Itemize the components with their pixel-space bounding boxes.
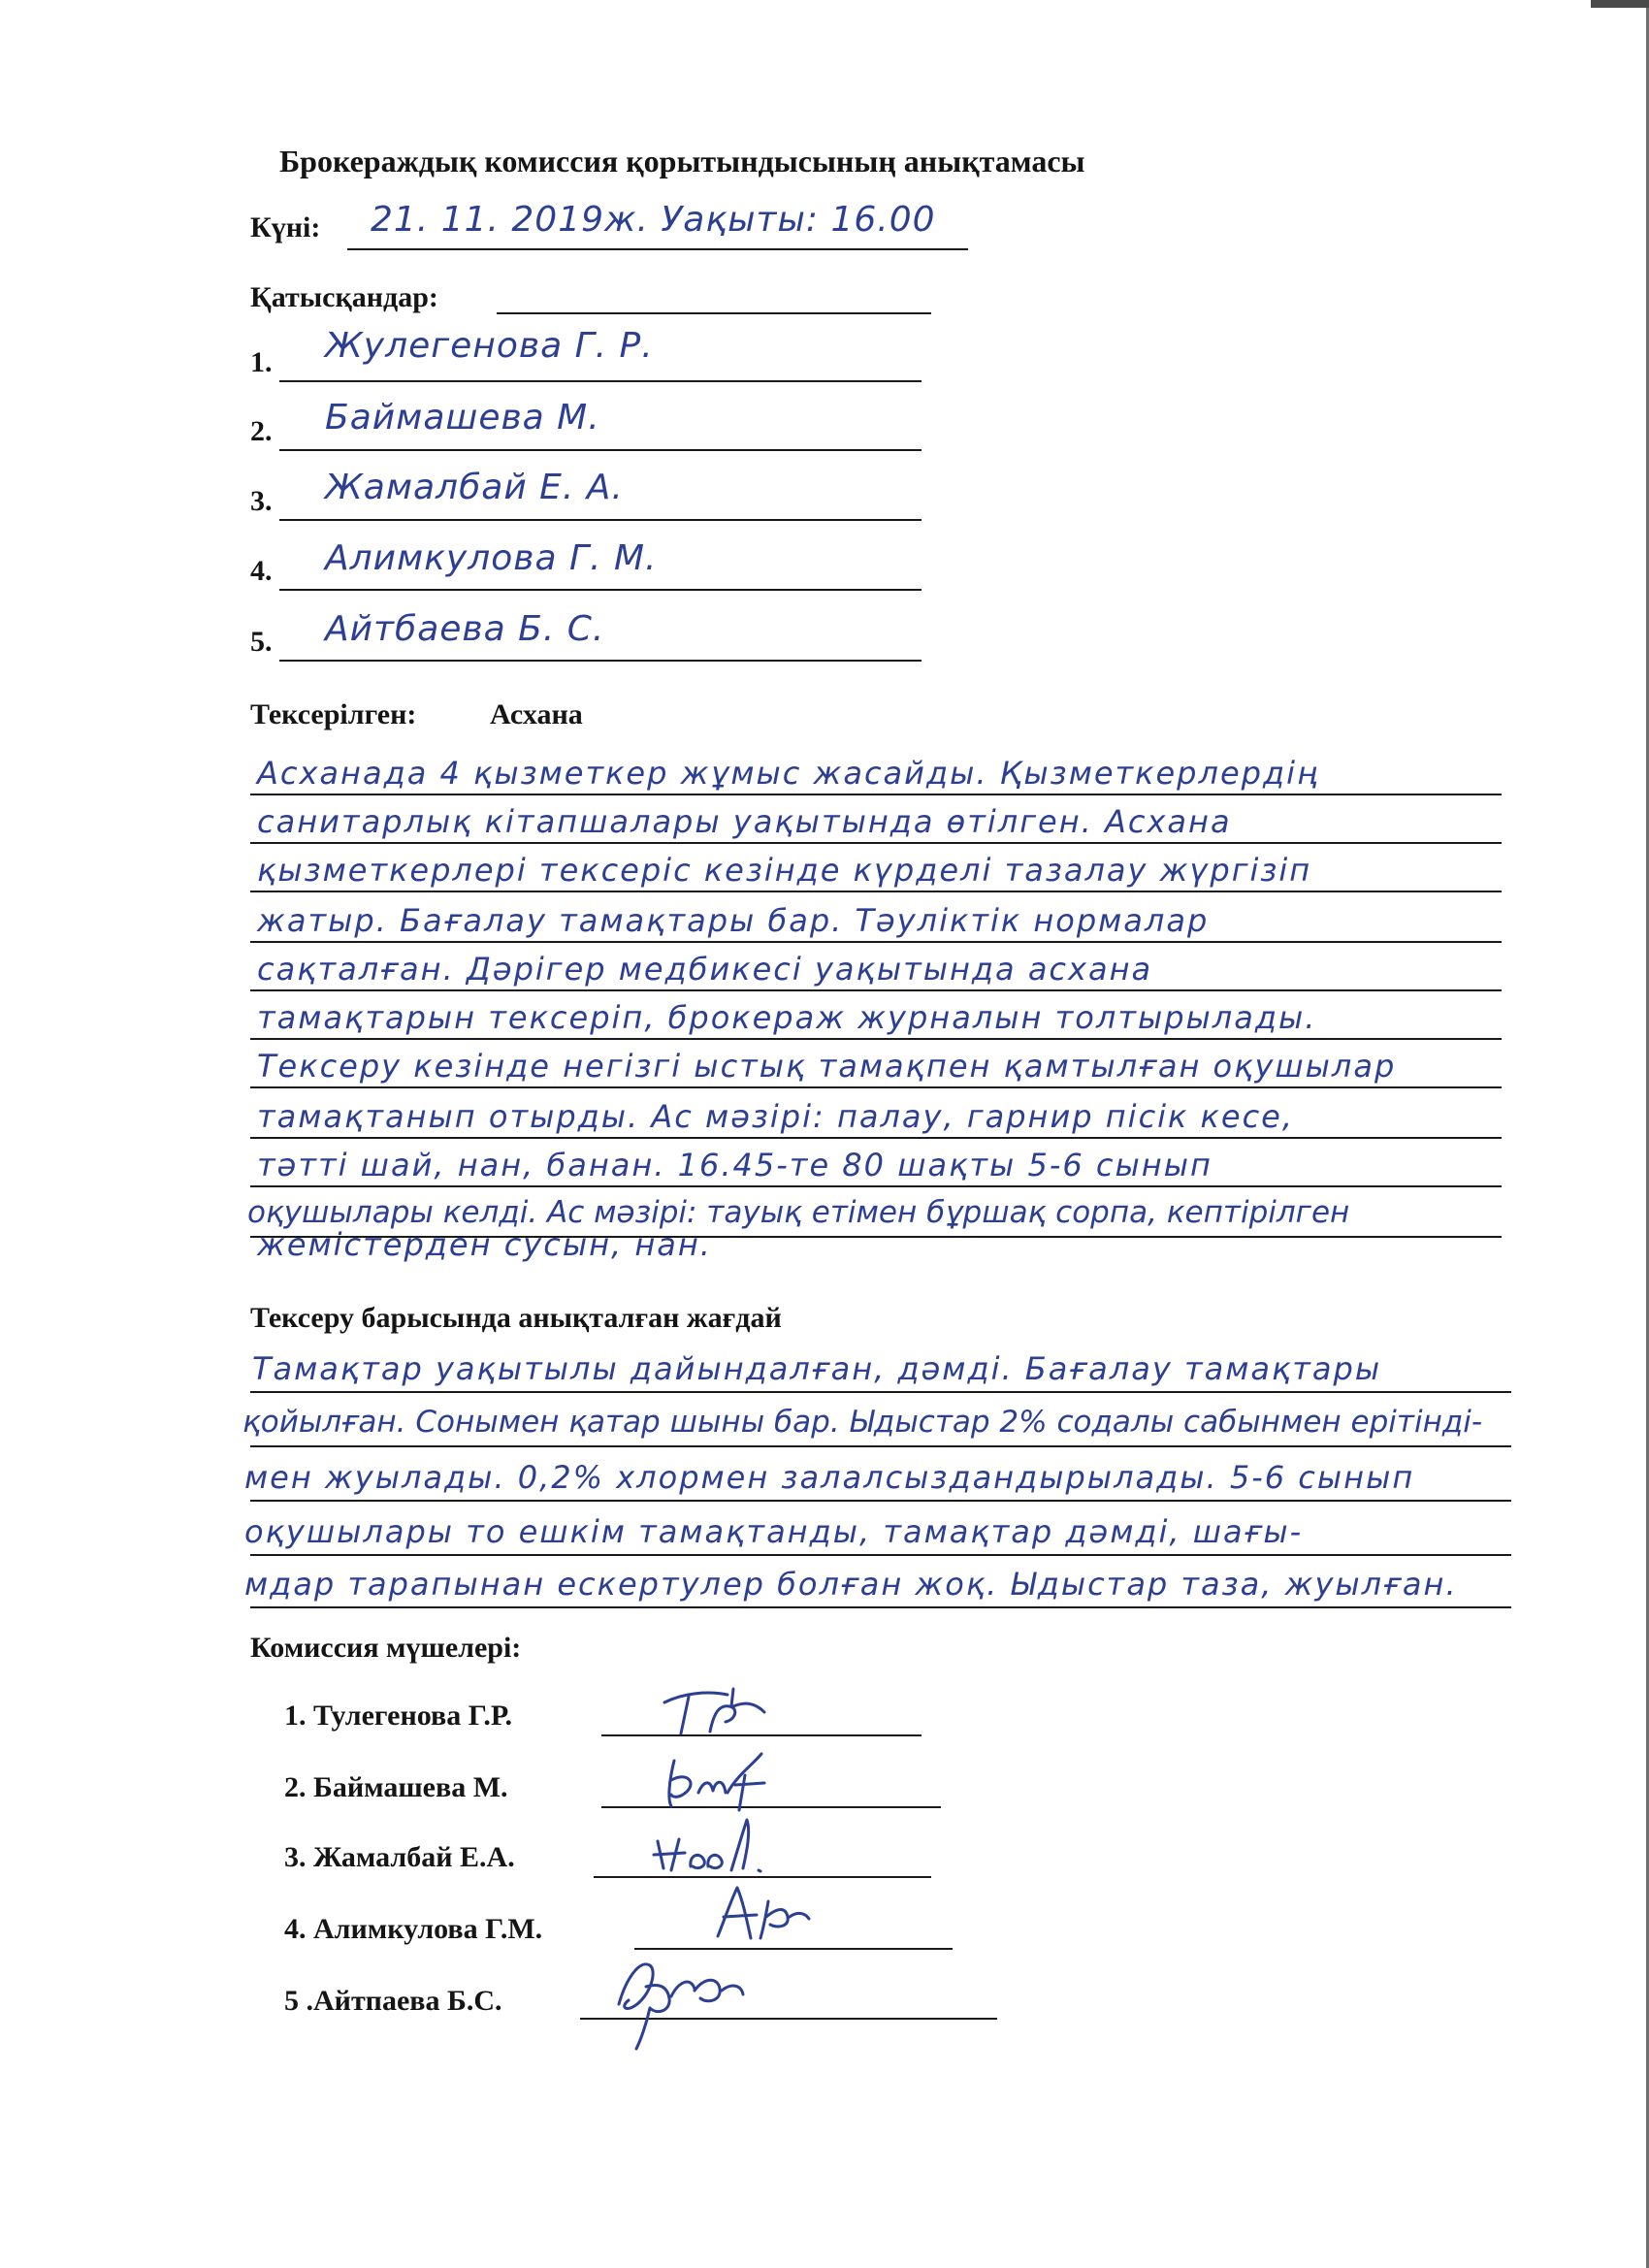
inspected-text-10: оқушылары келді. Ас мәзірі: тауық етімен бұршақ сорпа, кептірілген bbox=[247, 1195, 1350, 1230]
inspected-label: Тексерілген: bbox=[250, 698, 417, 730]
findings-text-1: Тамақтар уақытылы дайындалған, дәмді. Бағалау тамақтары bbox=[252, 1350, 1382, 1387]
findings-text-4: оқушылары то ешкім тамақтанды, тамақтар дәмді, шағы- bbox=[244, 1513, 1304, 1550]
findings-line-4 bbox=[250, 1554, 1511, 1556]
inspected-text-6: тамақтарын тексеріп, брокераж журналын толтырылады. bbox=[257, 999, 1317, 1036]
inspected-line-3 bbox=[250, 891, 1502, 892]
inspected-text-4: жатыр. Бағалау тамақтары бар. Тәуліктік нормалар bbox=[257, 902, 1210, 939]
participants-label: Қатысқандар: bbox=[250, 281, 438, 313]
scan-corner bbox=[1591, 0, 1649, 8]
findings-text-5: мдар тарапынан ескертулер болған жоқ. Ыдыстар таза, жуылған. bbox=[244, 1566, 1458, 1603]
participant-line-1 bbox=[279, 380, 922, 382]
participant-name-5: Айтбаева Б. С. bbox=[325, 609, 605, 649]
inspected-line-8 bbox=[250, 1137, 1502, 1139]
findings-label: Тексеру барысында анықталған жағдай bbox=[250, 1302, 782, 1334]
participant-number-3: 3. bbox=[250, 485, 273, 517]
inspected-line-2 bbox=[250, 842, 1502, 844]
date-value: 21. 11. 2019ж. Уақыты: 16.00 bbox=[371, 200, 936, 240]
inspected-line-6 bbox=[250, 1038, 1502, 1040]
inspected-text-7: Тексеру кезінде негізгі ыстық тамақпен қамтылған оқушылар bbox=[257, 1048, 1397, 1085]
findings-line-1 bbox=[250, 1391, 1511, 1393]
inspected-text-2: санитарлық кітапшалары уақытында өтілген. Асхана bbox=[257, 803, 1232, 840]
participant-name-2: Баймашева М. bbox=[325, 398, 600, 437]
participant-number-4: 4. bbox=[250, 555, 273, 587]
commission-label: Комиссия мүшелері: bbox=[250, 1632, 522, 1664]
participant-line-4 bbox=[279, 589, 922, 591]
inspected-line-9 bbox=[250, 1185, 1502, 1187]
document-title: Брокераждық комиссия қорытындысының анықтамасы bbox=[279, 144, 1085, 178]
inspected-text-1: Асханада 4 қызметкер жұмыс жасайды. Қызметкерлердің bbox=[257, 755, 1320, 792]
participant-line-3 bbox=[279, 519, 922, 521]
participant-number-5: 5. bbox=[250, 626, 273, 658]
inspected-text-3: қызметкерлері тексеріс кезінде күрделі тазалау жүргізіп bbox=[257, 852, 1312, 889]
inspected-text-5: сақталған. Дәрігер медбикесі уақытында асхана bbox=[257, 951, 1153, 988]
participant-number-2: 2. bbox=[250, 415, 273, 447]
findings-text-3: мен жуылады. 0,2% хлормен залалсыздандырылады. 5-6 сынып bbox=[244, 1459, 1415, 1496]
participant-line-5 bbox=[279, 660, 922, 662]
inspected-text-11: жемістерден сусын, нан. bbox=[257, 1226, 712, 1263]
participant-name-4: Алимкулова Г. М. bbox=[325, 538, 658, 578]
findings-line-2 bbox=[250, 1445, 1511, 1447]
member-name-3: 3. Жамалбай Е.А. bbox=[284, 1841, 515, 1873]
inspected-line-1 bbox=[250, 794, 1502, 795]
inspected-line-4 bbox=[250, 941, 1502, 943]
participant-name-1: Жулегенова Г. Р. bbox=[325, 326, 654, 366]
date-label: Күні: bbox=[250, 211, 321, 243]
member-name-4: 4. Алимкулова Г.М. bbox=[284, 1913, 543, 1945]
inspected-value: Асхана bbox=[490, 698, 583, 730]
participant-name-3: Жамалбай Е. А. bbox=[325, 468, 624, 507]
participants-underline bbox=[497, 312, 931, 314]
findings-line-3 bbox=[250, 1500, 1511, 1502]
findings-line-5 bbox=[250, 1606, 1511, 1608]
member-name-2: 2. Баймашева М. bbox=[284, 1771, 508, 1803]
participant-line-2 bbox=[279, 449, 922, 451]
inspected-text-8: тамақтанып отырды. Ас мәзірі: палау, гарнир пісік кесе, bbox=[257, 1098, 1295, 1135]
inspected-line-5 bbox=[250, 989, 1502, 991]
member-name-5: 5 .Айтпаева Б.С. bbox=[284, 1985, 502, 2017]
member-name-1: 1. Тулегенова Г.Р. bbox=[284, 1700, 512, 1732]
participant-number-1: 1. bbox=[250, 346, 273, 378]
inspected-line-7 bbox=[250, 1086, 1502, 1088]
findings-text-2: қойылған. Сонымен қатар шыны бар. Ыдыстар 2% содалы сабынмен ерітінді- bbox=[242, 1405, 1483, 1440]
inspected-text-9: тәтті шай, нан, банан. 16.45-те 80 шақты 5-6 сынып bbox=[257, 1147, 1212, 1183]
date-underline bbox=[347, 248, 968, 250]
